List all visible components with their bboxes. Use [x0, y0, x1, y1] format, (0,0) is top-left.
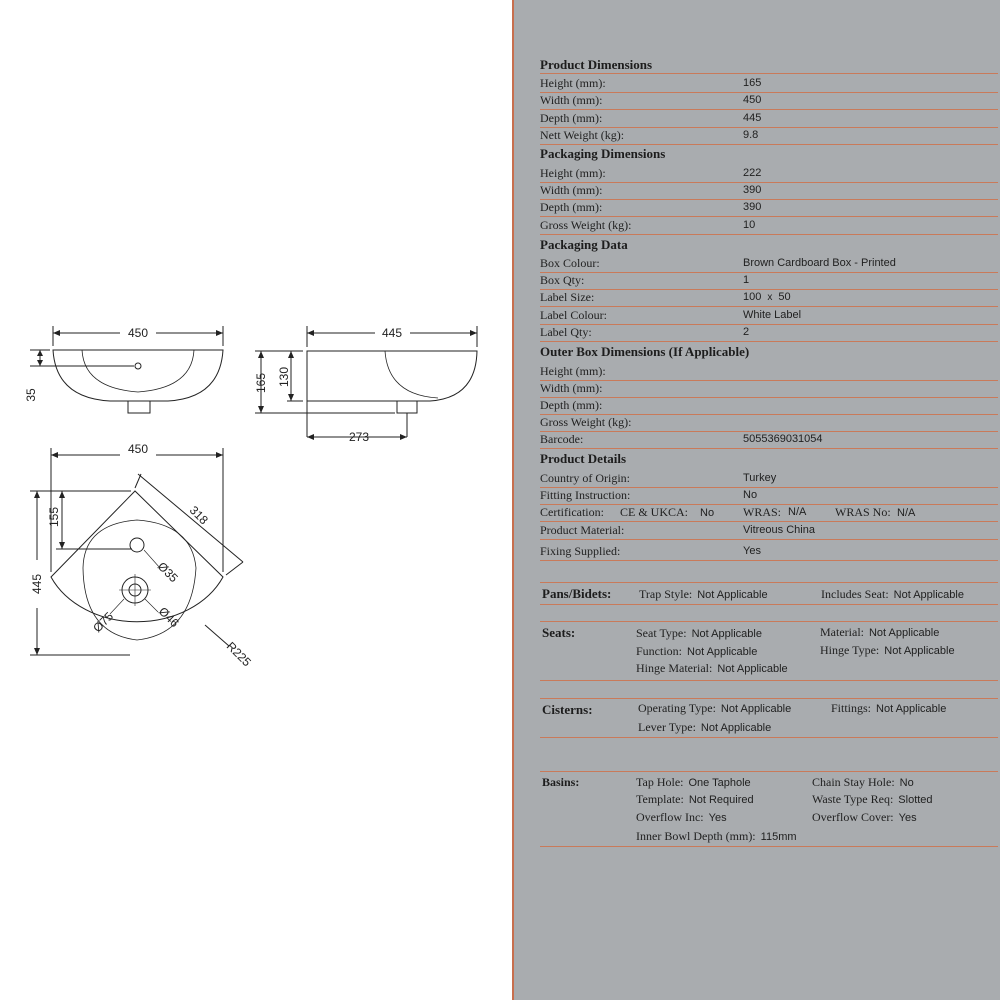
spec-row-country-of-origin [540, 470, 998, 488]
spec-value: 1 [743, 274, 750, 286]
spec-label: Height (mm): [540, 166, 606, 180]
overflow-cover-label: Overflow Cover: [812, 810, 894, 824]
section-title-packaging-data: Packaging Data [540, 237, 628, 252]
spec-row-outer-depth [540, 397, 998, 415]
spec-row-fitting-instruction [540, 487, 998, 505]
spec-value: White Label [743, 309, 802, 321]
lever-type-label: Lever Type: [638, 720, 696, 734]
hinge-material-value: Not Applicable [717, 663, 788, 675]
trap-style-label: Trap Style: [639, 587, 693, 601]
spec-label: Label Qty: [540, 325, 592, 339]
waste-type-value: Slotted [898, 794, 933, 806]
includes-seat-item [821, 587, 964, 602]
category-title-basins: Basins: [542, 775, 580, 789]
spec-row-product-material [540, 522, 998, 540]
spec-label: Depth (mm): [540, 200, 603, 214]
front-view-inner-bowl [82, 350, 194, 392]
trap-style-value: Not Applicable [697, 589, 768, 601]
section-title-packaging-dimensions: Packaging Dimensions [540, 146, 666, 161]
chain-stay-item [812, 775, 914, 790]
spec-row-product-width [540, 92, 998, 110]
spec-row-packaging-depth [540, 199, 998, 217]
section-title-outer-box: Outer Box Dimensions (If Applicable) [540, 344, 750, 359]
overflow-cover-item [812, 810, 917, 825]
spec-label: Depth (mm): [540, 398, 603, 412]
spec-label: Barcode: [540, 432, 584, 446]
overflow-inc-value: Yes [708, 812, 727, 824]
spec-row-packaging-height [540, 165, 998, 183]
front-view-basin-outline [53, 350, 223, 401]
spec-value: 9.8 [743, 129, 759, 141]
spec-value: 390 [743, 184, 762, 196]
dim-side-height: 165 [254, 372, 268, 394]
seat-type-label: Seat Type: [636, 626, 687, 640]
spec-label: Box Qty: [540, 273, 585, 287]
fittings-item [831, 701, 946, 716]
wras-no-value: N/A [897, 507, 916, 519]
spec-value-barcode: 5055369031054 [743, 433, 823, 445]
operating-type-value: Not Applicable [720, 703, 792, 715]
rule [540, 846, 998, 847]
spec-row-barcode [540, 431, 998, 449]
spec-row-label-colour [540, 307, 998, 325]
front-view-waste-outlet [128, 401, 150, 413]
label-size-separator: x [767, 292, 773, 303]
rule [540, 680, 998, 681]
spec-label: Height (mm): [540, 364, 606, 378]
spec-label: Certification: [540, 505, 604, 519]
material-value: Not Applicable [868, 627, 940, 639]
spec-value: 445 [743, 112, 762, 124]
spec-label: Gross Weight (kg): [540, 218, 632, 232]
label-size-height: 50 [778, 291, 791, 303]
spec-row-fixing-supplied [540, 543, 998, 561]
spec-value: Turkey [743, 472, 777, 484]
plan-view [30, 448, 243, 655]
rule [540, 621, 998, 622]
dim-front-height: 35 [24, 388, 38, 402]
spec-row-box-colour [540, 255, 998, 273]
spec-panel [512, 0, 1000, 1000]
spec-value: 2 [743, 326, 750, 338]
spec-label: Fitting Instruction: [540, 488, 631, 502]
spec-value: 222 [743, 167, 762, 179]
label-size-width: 100 [743, 291, 762, 303]
hinge-type-value: Not Applicable [884, 645, 955, 657]
bowl-depth-item [636, 829, 797, 844]
overflow-inc-item [636, 810, 727, 825]
spec-label: Nett Weight (kg): [540, 128, 625, 142]
side-view-bowl-curve [385, 351, 438, 398]
overflow-inc-label: Overflow Inc: [636, 810, 704, 824]
dim-tap-hole-diameter: Ø35 [154, 559, 181, 586]
spec-row-product-depth [540, 110, 998, 128]
spec-value: 10 [743, 219, 756, 231]
section-title-product-dimensions: Product Dimensions [540, 57, 653, 72]
function-value: Not Applicable [687, 646, 758, 658]
category-title-seats: Seats: [542, 625, 576, 640]
side-view-waste-outlet [397, 401, 417, 413]
front-view [30, 326, 223, 413]
spec-label: Product Material: [540, 523, 625, 537]
dim-plan-depth: 445 [30, 573, 44, 595]
dim-side-depth: 445 [381, 326, 403, 340]
rule [540, 582, 998, 583]
spec-value: 390 [743, 201, 762, 213]
trap-style-item [639, 587, 768, 602]
operating-type-item [638, 701, 791, 716]
hinge-type-label: Hinge Type: [820, 643, 880, 657]
lever-type-item [638, 720, 771, 735]
spec-label: Depth (mm): [540, 111, 603, 125]
spec-label: Width (mm): [540, 183, 603, 197]
hinge-type-item [820, 643, 955, 658]
category-title-pans-bidets: Pans/Bidets: [542, 586, 612, 601]
dim-plan-width: 450 [127, 442, 149, 456]
dim-plan-edge: 318 [186, 503, 211, 528]
spec-label: Width (mm): [540, 93, 603, 107]
front-view-tap-hole [135, 363, 141, 369]
includes-seat-label: Includes Seat: [821, 587, 889, 601]
function-item [636, 644, 757, 659]
spec-label: Country of Origin: [540, 471, 630, 485]
spec-row-nett-weight [540, 127, 998, 145]
tap-hole-value: One Taphole [688, 777, 751, 789]
dim-side-waste-offset: 273 [348, 430, 370, 444]
template-item [636, 792, 754, 807]
template-value: Not Required [688, 794, 754, 806]
overflow-cover-value: Yes [898, 812, 917, 824]
spec-value-label-size [743, 291, 791, 303]
rule [540, 771, 998, 772]
spec-label: Label Size: [540, 290, 595, 304]
plan-view-tap-hole [130, 538, 144, 552]
tap-hole-item [636, 775, 751, 790]
dim-plan-tap-offset: 155 [47, 506, 61, 528]
fittings-label: Fittings: [831, 701, 872, 715]
operating-type-label: Operating Type: [638, 701, 716, 715]
bowl-depth-value: 115mm [760, 831, 797, 843]
category-title-cisterns: Cisterns: [542, 702, 593, 717]
bowl-depth-label: Inner Bowl Depth (mm): [636, 829, 756, 843]
waste-type-item [812, 792, 933, 807]
dim-plan-radius: R225 [223, 639, 254, 670]
spec-label: Width (mm): [540, 381, 603, 395]
waste-type-label: Waste Type Req: [812, 792, 894, 806]
spec-value: Brown Cardboard Box - Printed [743, 257, 896, 269]
wras-value: N/A [788, 506, 807, 518]
includes-seat-value: Not Applicable [893, 589, 964, 601]
spec-label: Gross Weight (kg): [540, 415, 632, 429]
dim-side-inner-height: 130 [277, 366, 291, 388]
wras-label: WRAS: [743, 505, 782, 519]
dim-waste-inner-diameter: Ø46 [155, 604, 182, 631]
spec-value: 165 [743, 77, 762, 89]
material-label: Material: [820, 625, 864, 639]
template-label: Template: [636, 792, 684, 806]
ce-ukca-label: CE & UKCA: [620, 505, 689, 519]
rule [540, 737, 998, 738]
chain-stay-value: No [899, 777, 914, 789]
spec-value: Yes [743, 545, 761, 557]
spec-row-certification [540, 504, 998, 522]
tap-hole-label: Tap Hole: [636, 775, 684, 789]
spec-row-label-qty [540, 324, 998, 342]
wras-no-label: WRAS No: [835, 505, 891, 519]
material-item [820, 625, 939, 640]
rule [540, 698, 998, 699]
seat-type-item [636, 626, 762, 641]
dim-front-width: 450 [127, 326, 149, 340]
spec-value: Vitreous China [743, 524, 815, 536]
spec-label: Height (mm): [540, 76, 606, 90]
spec-label: Box Colour: [540, 256, 600, 270]
spec-row-gross-weight [540, 217, 998, 235]
spec-value: 450 [743, 94, 762, 106]
spec-label: Fixing Supplied: [540, 544, 621, 558]
fittings-value: Not Applicable [876, 703, 947, 715]
spec-row-packaging-width [540, 182, 998, 200]
ce-ukca-value: No [700, 507, 715, 519]
chain-stay-label: Chain Stay Hole: [812, 775, 895, 789]
section-title-product-details: Product Details [540, 451, 627, 466]
seat-type-value: Not Applicable [691, 628, 762, 640]
spec-row-box-qty [540, 272, 998, 290]
spec-label: Label Colour: [540, 308, 607, 322]
spec-row-outer-height [540, 363, 998, 381]
rule [540, 604, 998, 605]
spec-value: No [743, 489, 758, 501]
hinge-material-label: Hinge Material: [636, 661, 713, 675]
function-label: Function: [636, 644, 683, 658]
spec-row-outer-width [540, 380, 998, 398]
spec-row-product-height [540, 75, 998, 93]
lever-type-value: Not Applicable [700, 722, 772, 734]
dim-waste-outer-diameter: Ø75 [90, 609, 117, 636]
spec-row-outer-gross-weight [540, 414, 998, 432]
spec-row-label-size [540, 289, 998, 307]
hinge-material-item [636, 661, 788, 676]
rule [540, 73, 998, 74]
